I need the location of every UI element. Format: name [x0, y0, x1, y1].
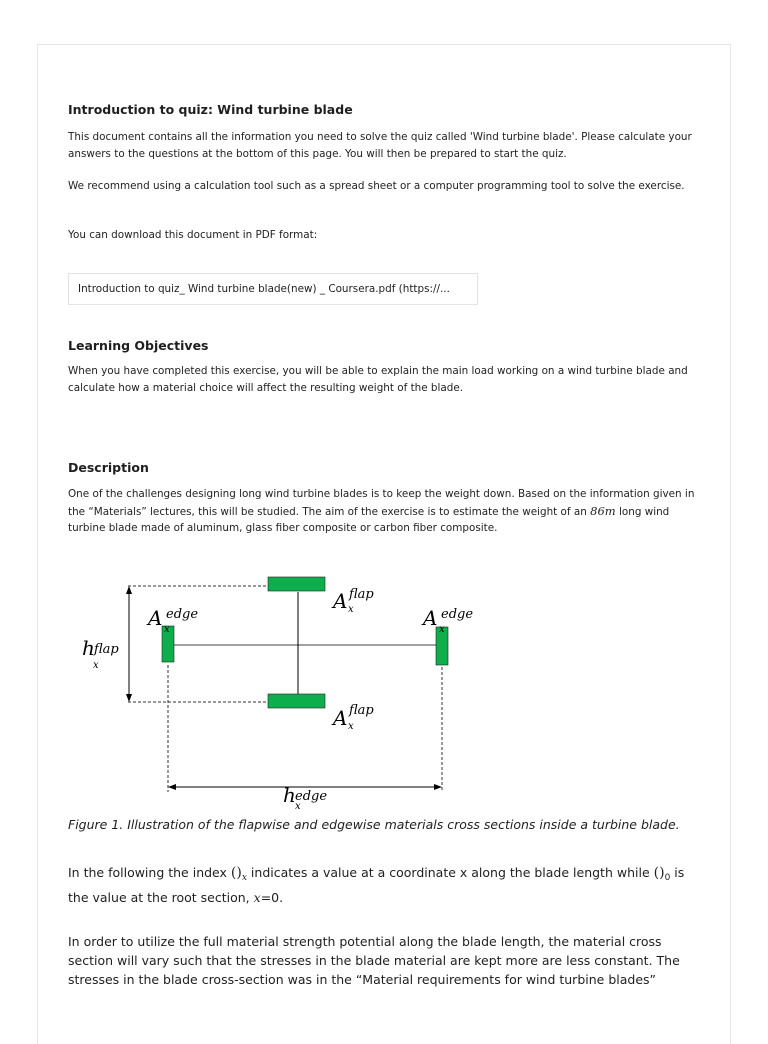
bottom-flap-flange — [268, 694, 325, 708]
index-text-3: is the value at the root section, — [68, 865, 685, 905]
document-card — [37, 44, 731, 1044]
h-flap-arrow-top — [126, 586, 132, 594]
index-paren-x: () — [230, 865, 242, 881]
label-h-edge: h — [283, 783, 296, 807]
h-edge-arrow-right — [434, 784, 442, 790]
top-flap-flange — [268, 577, 325, 591]
description-text-before: One of the challenges designing long wind turbine blades is to keep the weight down. Based on the information given in the “Materials” lectures, this will be studied. The aim of the exercise is to estimate the weight of an — [68, 488, 695, 518]
label-a-edge-left-sub: x — [164, 624, 170, 635]
intro-paragraph: This document contains all the information you need to solve the quiz called 'Wind turbine blade'. Please calculate your answers to the questions at the bottom of this page. You will then be prepared to start the quiz. — [68, 131, 692, 160]
label-a-edge-right: A — [423, 606, 438, 630]
label-h-flap-sup: flap — [94, 642, 119, 657]
index-paragraph — [68, 863, 700, 907]
cross-section-figure — [82, 570, 528, 812]
utilize-paragraph: In order to utilize the full material strength potential along the blade length, the material cross section will vary such that the stresses in the blade material are kept more are less constant. The stresses in the blade cross-section was in the “Material requirements for wind turbine blades” — [68, 934, 680, 987]
label-a-flap-top-sub: x — [348, 604, 354, 615]
page-title: Introduction to quiz: Wind turbine blade — [68, 102, 353, 117]
learning-objectives-heading: Learning Objectives — [68, 338, 209, 353]
index-text-2: indicates a value at a coordinate x along the blade length while — [250, 865, 650, 880]
figure-caption: Figure 1. Illustration of the flapwise and edgewise materials cross sections inside a turbine blade. — [68, 817, 680, 832]
index-sub-0: 0 — [664, 873, 671, 883]
description-text-after: long wind turbine blade made of aluminum, glass fiber composite or carbon fiber composite. — [68, 505, 670, 534]
label-a-flap-bottom-sup: flap — [349, 703, 374, 718]
download-paragraph: You can download this document in PDF format: — [68, 229, 318, 241]
index-x-variable: x — [253, 890, 261, 905]
label-a-flap-top-sup: flap — [349, 587, 374, 602]
label-a-edge-right-sup: edge — [441, 607, 474, 622]
blade-length-value: 86m — [590, 503, 616, 518]
description-heading: Description — [68, 460, 149, 475]
label-h-flap: h — [82, 636, 95, 660]
label-a-edge-right-sub: x — [439, 624, 445, 635]
label-a-flap-bottom-sub: x — [348, 721, 354, 732]
recommend-paragraph: We recommend using a calculation tool such as a spread sheet or a computer programming tool to solve the exercise. — [68, 180, 685, 192]
h-edge-arrow-left — [168, 784, 176, 790]
index-sub-x: x — [241, 873, 247, 883]
index-paren-0: () — [653, 865, 665, 881]
label-h-edge-sup: edge — [295, 789, 328, 804]
label-a-edge-left: A — [148, 606, 163, 630]
index-text-4: =0. — [260, 890, 284, 905]
pdf-download-link[interactable]: Introduction to quiz_ Wind turbine blade(new) _ Coursera.pdf (https://... — [68, 273, 478, 305]
h-flap-arrow-bottom — [126, 694, 132, 702]
description-text — [68, 486, 700, 537]
learning-objectives-text: When you have completed this exercise, you will be able to explain the main load working on a wind turbine blade and calculate how a material choice will affect the resulting weight of the blade. — [68, 365, 688, 394]
index-text-1: In the following the index — [68, 865, 227, 880]
label-a-edge-left-sup: edge — [166, 607, 199, 622]
label-h-edge-sub: x — [295, 801, 301, 812]
label-a-flap-top: A — [333, 589, 348, 613]
label-a-flap-bottom: A — [333, 706, 348, 730]
label-h-flap-sub: x — [93, 660, 99, 671]
